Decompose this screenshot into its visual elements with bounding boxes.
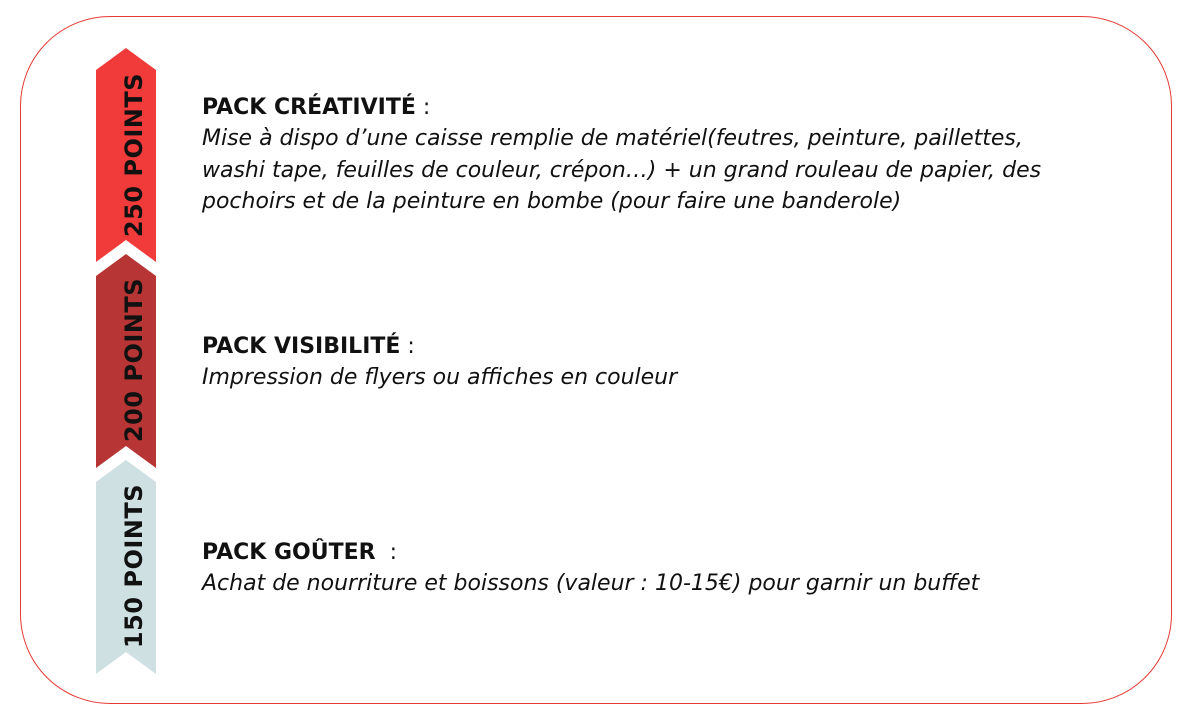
tier-250-segment [96,48,156,262]
pack-visibilite [202,332,1162,394]
pack-creativite-title: PACK CRÉATIVITÉ [202,95,416,120]
points-ribbon [90,40,170,690]
pack-visibilite-title: PACK VISIBILITÉ [202,334,401,359]
pack-visibilite-heading [202,332,1162,362]
pack-creativite-desc-line: Mise à dispo d’une caisse remplie de matériel(feutres, peinture, paillettes, [202,126,1023,151]
tier-200-segment [96,254,156,468]
pack-gouter-title: PACK GOÛTER [202,540,376,565]
pack-gouter-description [202,568,1162,600]
pack-gouter-heading [202,538,1162,568]
pack-gouter-colon: : [375,540,397,565]
pack-creativite-desc-line: pochoirs et de la peinture en bombe (pour faire une banderole) [202,189,902,214]
pack-visibilite-desc-line: Impression de flyers ou affiches en couleur [202,365,678,390]
tier-200-label: 200 POINTS [120,277,148,443]
tier-150-label: 150 POINTS [120,483,148,649]
tier-150-segment [96,460,156,674]
pack-visibilite-colon: : [400,334,415,359]
pack-visibilite-description [202,362,1162,394]
pack-creativite-description [202,123,1162,218]
pack-gouter [202,538,1162,600]
pack-creativite-desc-line: washi tape, feuilles de couleur, crépon…) + un grand rouleau de papier, des [202,157,1042,183]
pack-creativite-colon: : [415,95,431,120]
pack-creativite-heading [202,93,1162,123]
tier-250-label: 250 POINTS [120,72,148,238]
pack-creativite [202,93,1162,218]
pack-gouter-desc-line: Achat de nourriture et boissons (valeur : 10-15€) pour garnir un buffet [202,571,980,596]
